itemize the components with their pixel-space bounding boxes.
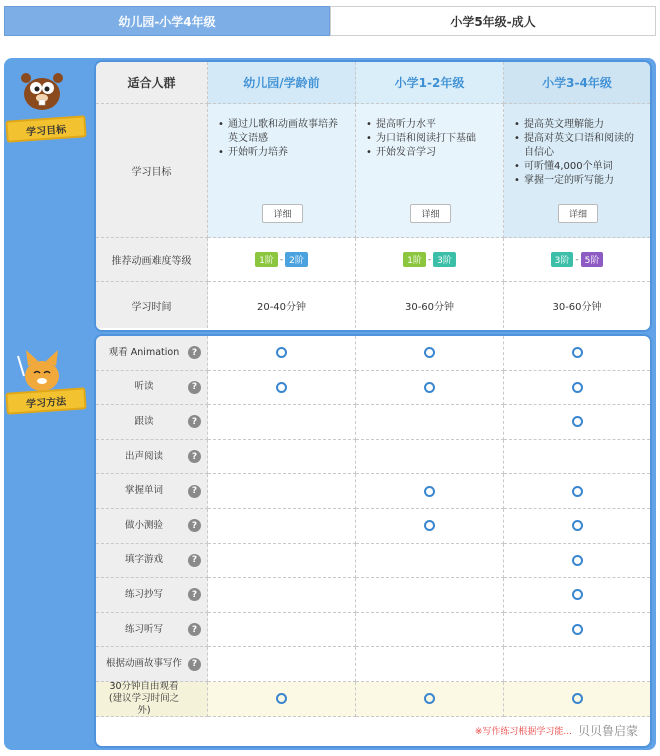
check-circle-icon [572,693,583,704]
goals-grade1-2 [356,104,504,238]
method-label [96,336,208,371]
method-label-text: 30分钟自由观看 (建议学习时间之外) [108,680,180,716]
method-label-text: 听读 [134,381,154,393]
check-circle-icon [572,416,583,427]
method-cell [208,474,356,509]
method-cell [208,682,356,717]
method-cell [208,405,356,440]
method-label [96,371,208,406]
method-cell [504,474,650,509]
method-cell [504,544,650,579]
level-badge: 5阶 [581,252,604,267]
goals-grade3-4 [504,104,650,238]
method-cell [356,405,504,440]
check-circle-icon [424,486,435,497]
level-badge: 3阶 [551,252,574,267]
method-cell [356,371,504,406]
help-icon[interactable]: ? [188,346,201,359]
footnote: ※写作练习根据学习能... [474,727,572,738]
method-label-text: 观看 Animation [108,346,180,358]
method-label [96,647,208,682]
method-cell [208,544,356,579]
method-cell [504,578,650,613]
goals-kindergarten [208,104,356,238]
check-circle-icon [424,347,435,358]
check-circle-icon [572,347,583,358]
goals-table [94,60,652,332]
goal-item: • 掌握一定的听写能力 [514,174,642,188]
check-circle-icon [276,382,287,393]
levels-row-label: 推荐动画难度等级 [96,238,208,282]
help-icon[interactable]: ? [188,485,201,498]
method-cell [208,336,356,371]
check-circle-icon [572,624,583,635]
help-icon[interactable]: ? [188,623,201,636]
method-cell [356,578,504,613]
method-label-text: 根据动画故事写作 [106,658,183,670]
method-cell [208,440,356,475]
methods-ribbon: 学习方法 [5,387,86,415]
levels-grade3-4: 3阶 - 5阶 [504,238,650,282]
method-label [96,613,208,648]
help-icon[interactable]: ? [188,588,201,601]
method-cell [356,509,504,544]
method-label [96,405,208,440]
method-label-text: 出声阅读 [124,450,163,462]
method-cell [208,509,356,544]
method-cell [356,682,504,717]
check-circle-icon [572,486,583,497]
detail-button[interactable]: 详细 [558,204,598,223]
method-cell [504,682,650,717]
grade-tabs [4,6,656,36]
header-kindergarten: 幼儿园/学龄前 [208,62,356,104]
method-cell [504,405,650,440]
method-cell [356,336,504,371]
method-cell [504,647,650,682]
method-label [96,509,208,544]
method-cell [504,336,650,371]
check-circle-icon [424,693,435,704]
time-kindergarten: 20-40分钟 [208,282,356,328]
tab-grade5-adult[interactable]: 小学5年级-成人 [330,6,656,36]
method-cell [356,440,504,475]
help-icon[interactable]: ? [188,415,201,428]
goal-item: • 为口语和阅读打下基础 [366,132,495,146]
goal-item: • 开始听力培养 [218,146,347,160]
table-footer [96,717,650,745]
level-badge: 1阶 [403,252,426,267]
goal-item: • 通过儿歌和动画故事培养英文语感 [218,118,347,146]
levels-kindergarten: 1阶 - 2阶 [208,238,356,282]
help-icon[interactable]: ? [188,554,201,567]
help-icon[interactable]: ? [188,381,201,394]
check-circle-icon [572,555,583,566]
check-circle-icon [276,347,287,358]
tab-kindergarten-grade4[interactable]: 幼儿园-小学4年级 [4,6,330,36]
method-label-text: 填字游戏 [124,554,163,566]
level-badge: 2阶 [285,252,308,267]
detail-button[interactable]: 详细 [410,204,450,223]
time-grade1-2: 30-60分钟 [356,282,504,328]
goals-ribbon: 学习目标 [5,115,86,143]
beaver-mascot-icon [12,64,68,114]
method-label-text: 跟读 [134,415,154,427]
header-grade1-2: 小学1-2年级 [356,62,504,104]
method-label-text: 做小测验 [124,519,163,531]
check-circle-icon [424,520,435,531]
help-icon[interactable]: ? [188,658,201,671]
header-grade3-4: 小学3-4年级 [504,62,650,104]
level-badge: 1阶 [255,252,278,267]
method-label-text: 掌握单词 [124,485,163,497]
goal-item: • 提高听力水平 [366,118,495,132]
method-cell [504,509,650,544]
method-cell [356,544,504,579]
method-label [96,440,208,475]
time-row-label: 学习时间 [96,282,208,328]
goal-item: • 提高英文理解能力 [514,118,642,132]
header-audience: 适合人群 [96,62,208,104]
help-icon[interactable]: ? [188,519,201,532]
method-cell [208,647,356,682]
methods-table [94,334,652,748]
method-cell [504,371,650,406]
method-cell [356,474,504,509]
levels-grade1-2: 1阶 - 3阶 [356,238,504,282]
check-circle-icon [572,382,583,393]
method-cell [208,613,356,648]
method-cell [356,647,504,682]
method-cell [504,613,650,648]
watermark: 贝贝鲁启蒙 [577,724,638,739]
goal-item: • 开始发音学习 [366,146,495,160]
check-circle-icon [572,520,583,531]
goal-item: • 提高对英文口语和阅读的自信心 [514,132,642,160]
help-icon[interactable]: ? [188,450,201,463]
check-circle-icon [572,589,583,600]
level-badge: 3阶 [433,252,456,267]
time-grade3-4: 30-60分钟 [552,301,602,313]
method-label [96,474,208,509]
check-circle-icon [276,693,287,704]
goal-item: • 可听懂4,000个单词 [514,160,642,174]
method-label-text: 练习抄写 [124,588,163,600]
check-circle-icon [424,382,435,393]
method-label [96,578,208,613]
method-cell [356,613,504,648]
method-label-text: 练习听写 [124,623,163,635]
detail-button[interactable]: 详细 [262,204,302,223]
method-label [96,544,208,579]
method-cell [208,371,356,406]
goals-row-label: 学习目标 [96,104,208,238]
method-label [96,682,208,717]
method-cell [504,440,650,475]
comparison-panel [4,58,656,750]
method-cell [208,578,356,613]
